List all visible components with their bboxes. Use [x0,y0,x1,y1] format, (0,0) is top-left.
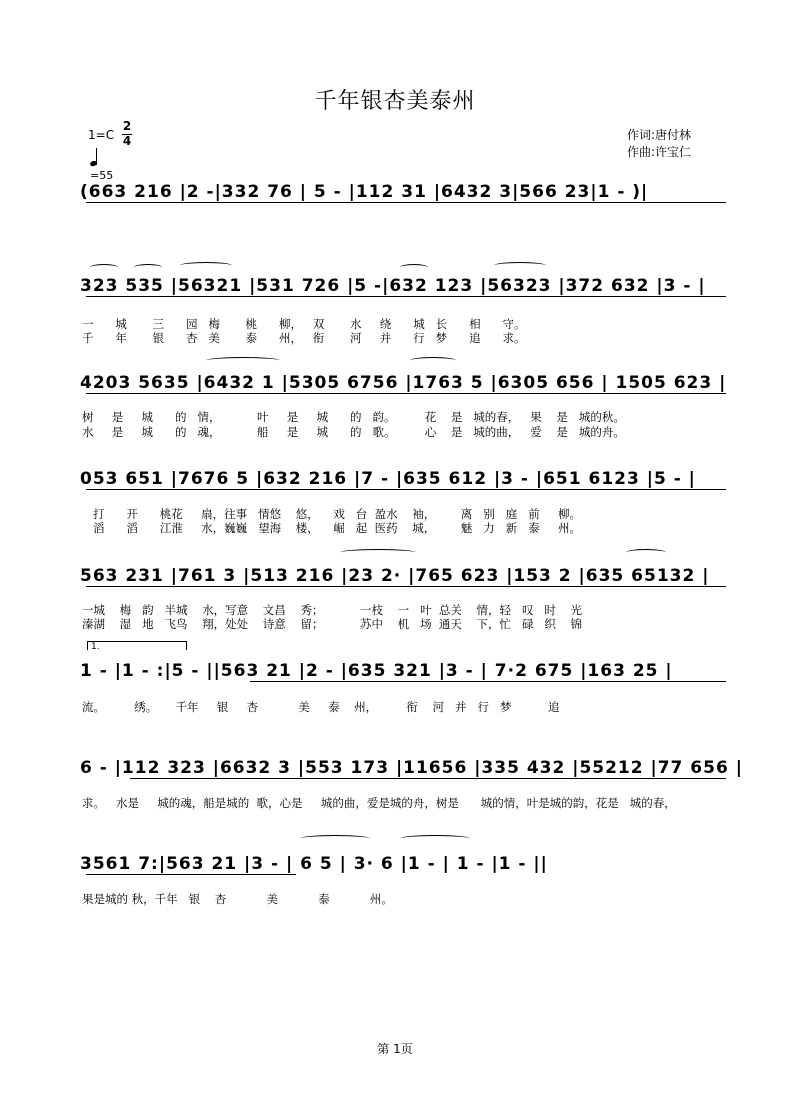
beam-line [86,874,296,875]
slur [400,264,428,271]
page-number: 第 1页 [377,1042,413,1056]
beam-line [86,393,726,394]
first-ending-bracket [87,641,187,650]
notation-line: 6 - |112 323 |6632 3 |553 173 |11656 |335 432 |55212 |77 656 | [80,758,743,778]
lyric-verse-1: 流。 绣。 千年 银 杏 美 泰 州， 衔 河 并 行 梦 追 [82,700,560,714]
lyric-verse-1: 一城 梅 韵 半城 水，写意 文昌 秀； 一枝 一 叶 总关 情，轻 叹 时 光 [82,603,583,617]
lyric-verse-1: 树 是 城 的 情， 叶 是 城 的 韵。 花 是 城的春， 果 是 城的秋。 [82,410,625,424]
notation-line: 1 - |1 - :|5 - ||563 21 |2 - |635 321 |3 - | 7·2 675 |163 25 | [80,661,673,681]
beam-line [86,489,726,490]
lyric-verse-2: 滔 滔 江淮 水，巍巍 望海 楼， 崛 起 医药 城， 魅 力 新 泰 州。 [82,521,581,535]
slur [134,264,162,271]
slur [206,357,280,364]
notation-line: 053 651 |7676 5 |632 216 |7 - |635 612 |3 - |651 6123 |5 - | [80,469,696,489]
tempo-marking [90,156,113,182]
lyric-verse-1: 一 城 三 园 梅 桃 柳， 双 水 绕 城 长 相 守。 [82,317,526,331]
time-signature [122,120,132,148]
slur [180,262,232,269]
lyric-verse-2: 水 是 城 的 魂， 船 是 城 的 歌。 心 是 城的曲， 爱 是 城的舟。 [82,425,625,439]
time-signature-top: 2 [122,119,132,133]
lyricist: 作词:唐付林 [627,128,692,142]
volta-label: 1. [91,642,100,652]
slur [90,264,118,271]
composer: 作曲:许宝仁 [627,145,692,159]
lyric-verse-1: 求。 水是 城的魂，船是城的 歌，心是 城的曲，爱是城的舟，树是 城的情，叶是城的韵，花是 城的春， [82,796,676,810]
lyric-verse-2: 溱湖 湿 地 飞鸟 翔，处处 诗意 留； 苏中 机 场 通天 下，忙 碌 织 锦 [82,617,583,631]
lyric-verse-1: 打 开 桃花 扇，往事 情悠 悠， 戏 台 盈水 袖， 离 别 庭 前 柳。 [82,507,581,521]
lyric-verse-1: 果是城的 秋，千年 银 杏 美 泰 州。 [82,892,393,906]
slur [494,262,546,269]
tempo-value: =55 [90,169,114,182]
notation-line: (663 216 |2 -|332 76 | 5 - |112 31 |6432 3|566 23|1 - )| [80,182,649,202]
time-signature-bottom: 4 [122,134,132,148]
beam-line [86,202,726,203]
credits [627,127,691,161]
notation-line: 4203 5635 |6432 1 |5305 6756 |1763 5 |6305 656 | 1505 623 | [80,373,727,393]
beam-line [250,681,726,682]
slur [340,549,416,556]
beam-line [86,296,726,297]
song-title: 千年银杏美泰州 [314,89,476,114]
notation-line: 3561 7:|563 21 |3 - | 6 5 | 3· 6 |1 - | 1 - |1 - || [80,854,548,874]
notation-line: 563 231 |761 3 |513 216 |23 2· |765 623 |153 2 |635 65132 | [80,566,710,586]
slur [410,357,456,364]
notation-line: 323 535 |56321 |531 726 |5 -|632 123 |56323 |372 632 |3 - | [80,276,706,296]
key-signature: 1=C [88,128,115,142]
slur [626,549,666,556]
slur [400,835,470,842]
lyric-verse-2: 千 年 银 杏 美 泰 州， 衔 河 并 行 梦 追 求。 [82,331,526,345]
beam-line [86,586,726,587]
beam-line [130,778,726,779]
quarter-note-icon [90,156,100,166]
slur [300,835,370,842]
